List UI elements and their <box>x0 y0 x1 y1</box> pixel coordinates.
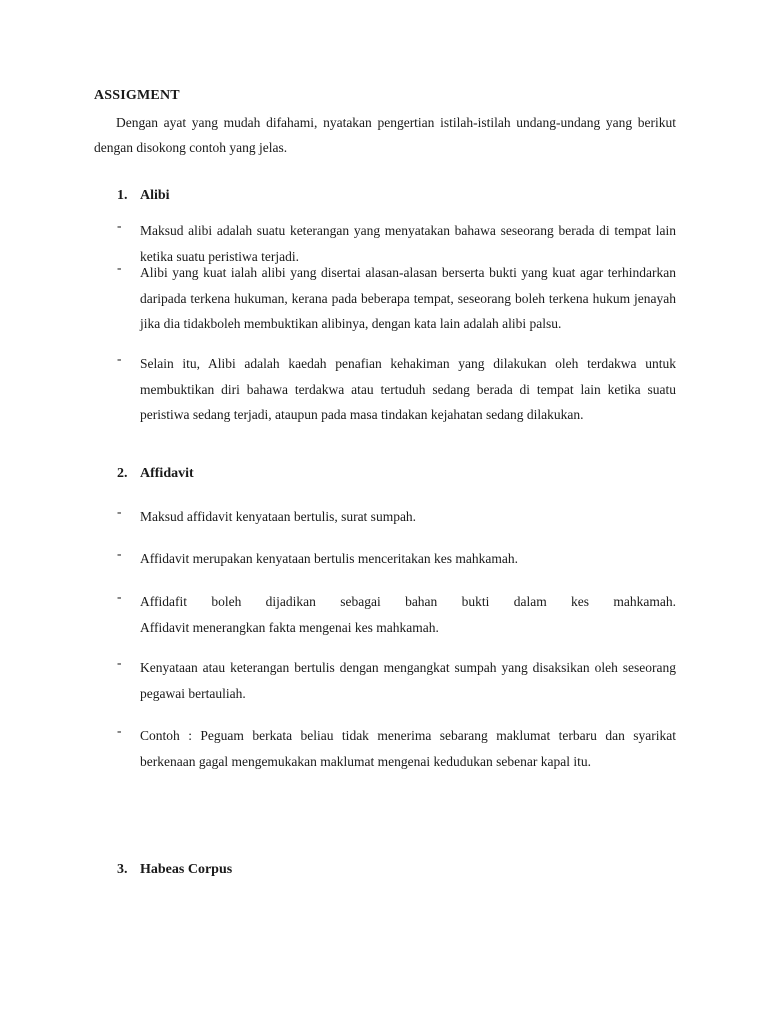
section-title: Alibi <box>140 188 170 203</box>
list-item <box>117 723 676 774</box>
list-item <box>117 546 676 572</box>
bullet-dash: - <box>117 218 122 233</box>
section-number: 3. <box>117 862 128 877</box>
list-item-text: Contoh : Peguam berkata beliau tidak menerima sebarang maklumat terbaru dan syarikat berkenaan gagal mengemukakan maklumat mengenai kedudukan sebenar kapal itu. <box>140 728 676 769</box>
section-title: Affidavit <box>140 466 194 481</box>
list-item-text: Maksud affidavit kenyataan bertulis, surat sumpah. <box>140 509 417 524</box>
bullet-dash: - <box>117 260 122 275</box>
bullet-dash: - <box>117 723 122 738</box>
section-title: Habeas Corpus <box>140 862 233 877</box>
list-item-text: Affidavit menerangkan fakta mengenai kes mahkamah. <box>140 619 439 635</box>
section-heading-alibi <box>117 188 170 204</box>
list-item <box>117 351 676 428</box>
list-item <box>117 589 676 640</box>
section-heading-habeas-corpus <box>117 862 232 878</box>
list-item-text: Maksud alibi adalah suatu keterangan yang menyatakan bahawa seseorang berada di tempat lain ketika suatu peristiwa terjadi. <box>140 223 676 264</box>
bullet-dash: - <box>117 504 122 519</box>
bullet-dash: - <box>117 546 122 561</box>
list-item-text: Alibi yang kuat ialah alibi yang disertai alasan-alasan berserta bukti yang kuat agar terhindarkan daripada terkena hukuman, kerana pada beberapa tempat, seseorang boleh terkena hukum jenayah jika dia tidakboleh membuktikan alibinya, dengan kata lain adalah alibi palsu. <box>140 265 676 331</box>
section-number: 2. <box>117 466 128 481</box>
list-item <box>117 260 676 337</box>
list-item <box>117 504 676 530</box>
bullet-dash: - <box>117 351 122 366</box>
list-item-text: Affidafit boleh dijadikan sebagai bahan bukti dalam kes mahkamah. <box>140 594 676 609</box>
intro-paragraph: Dengan ayat yang mudah difahami, nyatakan pengertian istilah-istilah undang-undang yang berikut dengan disokong contoh yang jelas. <box>94 115 676 155</box>
section-number: 1. <box>117 188 128 203</box>
document-title: ASSIGMENT <box>94 88 180 103</box>
section-heading-affidavit <box>117 466 194 482</box>
list-item-text: Kenyataan atau keterangan bertulis dengan mengangkat sumpah yang disaksikan oleh seseorang pegawai bertauliah. <box>140 660 676 701</box>
list-item <box>117 655 676 706</box>
bullet-dash: - <box>117 589 122 604</box>
list-item-text: Selain itu, Alibi adalah kaedah penafian kehakiman yang dilakukan oleh terdakwa untuk membuktikan diri bahawa terdakwa atau tertuduh sedang berada di tempat lain ketika suatu peristiwa sedang terjadi, ataupun pada masa tindakan kejahatan sedang dilakukan. <box>140 356 676 422</box>
list-item-text: Affidavit merupakan kenyataan bertulis menceritakan kes mahkamah. <box>140 551 518 566</box>
bullet-dash: - <box>117 655 122 670</box>
